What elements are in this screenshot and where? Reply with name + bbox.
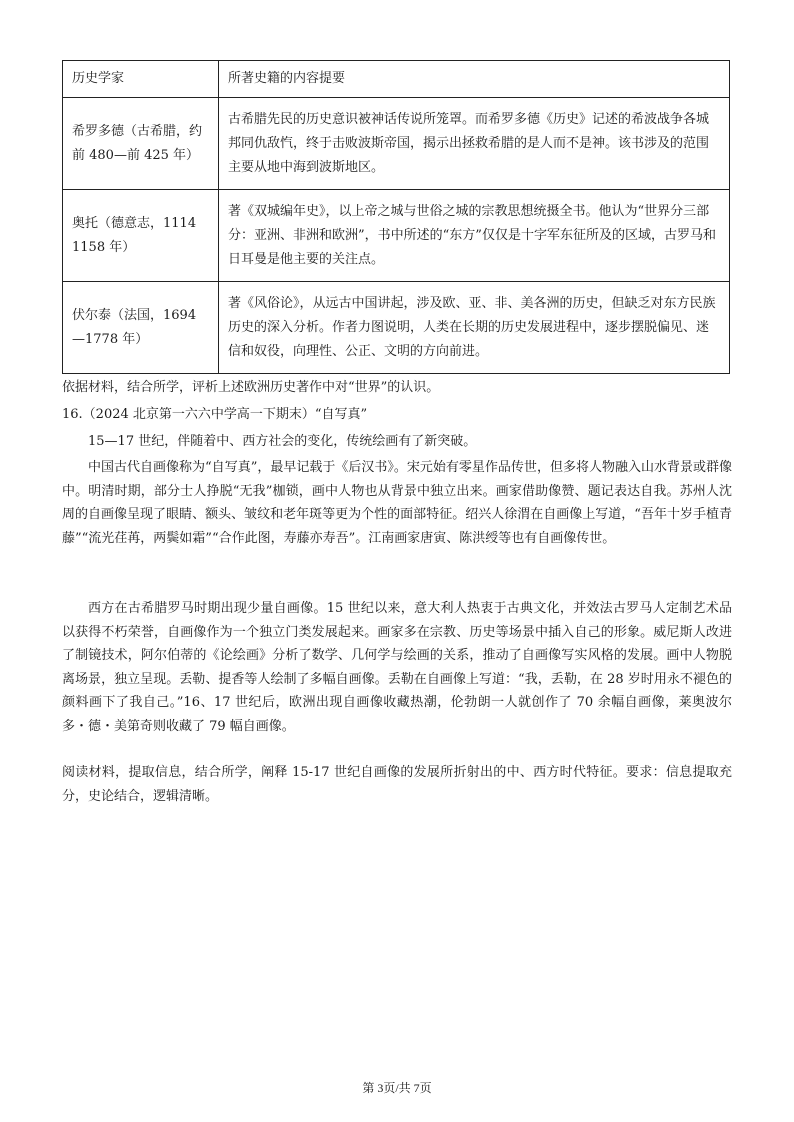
table-row bbox=[63, 98, 730, 190]
material-china-paragraph: 中国古代自画像称为“自写真”，最早记载于《后汉书》。宋元始有零星作品传世，但多将人物融入山水背景或群像中。明清时期，部分士人挣脱“无我”枷锁，画中人物也从背景中独立出来。画家借助像赞、题记表达自我。苏州人沈周的自画像呈现了眼睛、额头、皱纹和老年斑等更为个性的面部特征。绍兴人徐渭在自画像上写道，“吾年十岁手植青藤”“流光荏苒，两鬓如霜”“合作此图，寿藤亦寿吾”。江南画家唐寅、陈洪绶等也有自画像传世。 bbox=[62, 460, 732, 546]
table-cell-historian: 奥托（德意志，1114 1158 年） bbox=[63, 190, 219, 282]
material-west-paragraph: 西方在古希腊罗马时期出现少量自画像。15 世纪以来，意大利人热衷于古典文化，并效法古罗马人定制艺术品以获得不朽荣誉，自画像作为一个独立门类发展起来。画家多在宗教、历史等场景中插入自己的形象。威尼斯人改进了制镜技术，阿尔伯蒂的《论绘画》分析了数学、几何学与绘画的关系，推动了自画像写实风格的发展。画中人物脱离场景，独立呈现。丢勒、提香等人绘制了多幅自画像。丢勒在自画像上写道：“我，丢勒，在 28 岁时用永不褪色的颜料画下了我自己。”16、17 世纪后，欧洲出现自画像收藏热潮，伦勃朗一人就创作了 70 余幅自画像，莱奥波尔多・德・美第奇则收藏了 79 幅自画像。 bbox=[62, 601, 732, 734]
table-header-historian: 历史学家 bbox=[63, 61, 219, 98]
table-row bbox=[63, 190, 730, 282]
question-16-intro: 15—17 世纪，伴随着中、西方社会的变化，传统绘画有了新突破。 bbox=[88, 434, 477, 449]
table-header-summary: 所著史籍的内容提要 bbox=[219, 61, 730, 98]
table-header-row bbox=[63, 61, 730, 98]
table-cell-summary: 著《风俗论》，从远古中国讲起，涉及欧、亚、非、美各洲的历史，但缺乏对东方民族历史的深入分析。作者力图说明，人类在长期的历史发展进程中，逐步摆脱偏见、迷信和奴役，向理性、公正、文明的方向前进。 bbox=[219, 282, 730, 374]
question-16-heading: 16.（2024 北京第一六六中学高一下期末）“自写真” bbox=[62, 407, 368, 422]
question-16-task: 阅读材料，提取信息，结合所学，阐释 15-17 世纪自画像的发展所折射出的中、西方时代特征。要求：信息提取充分，史论结合，逻辑清晰。 bbox=[62, 765, 732, 804]
table-row bbox=[63, 282, 730, 374]
historian-table bbox=[62, 60, 730, 374]
table-cell-historian: 希罗多德（古希腊，约前 480—前 425 年） bbox=[63, 98, 219, 190]
table-cell-summary: 古希腊先民的历史意识被神话传说所笼罩。而希罗多德《历史》记述的希波战争各城邦同仇敌忾，终于击败波斯帝国，揭示出拯救希腊的是人而不是神。该书涉及的范围主要从地中海到波斯地区。 bbox=[219, 98, 730, 190]
question-15-prompt: 依据材料，结合所学，评析上述欧洲历史著作中对“世界”的认识。 bbox=[62, 380, 440, 395]
table-cell-summary: 著《双城编年史》，以上帝之城与世俗之城的宗教思想统摄全书。他认为“世界分三部分：亚洲、非洲和欧洲”，书中所述的“东方”仅仅是十字军东征所及的区域，古罗马和日耳曼是他主要的关注点。 bbox=[219, 190, 730, 282]
page-footer: 第 3页/共 7页 bbox=[362, 1081, 432, 1095]
table-cell-historian: 伏尔泰（法国，1694—1778 年） bbox=[63, 282, 219, 374]
